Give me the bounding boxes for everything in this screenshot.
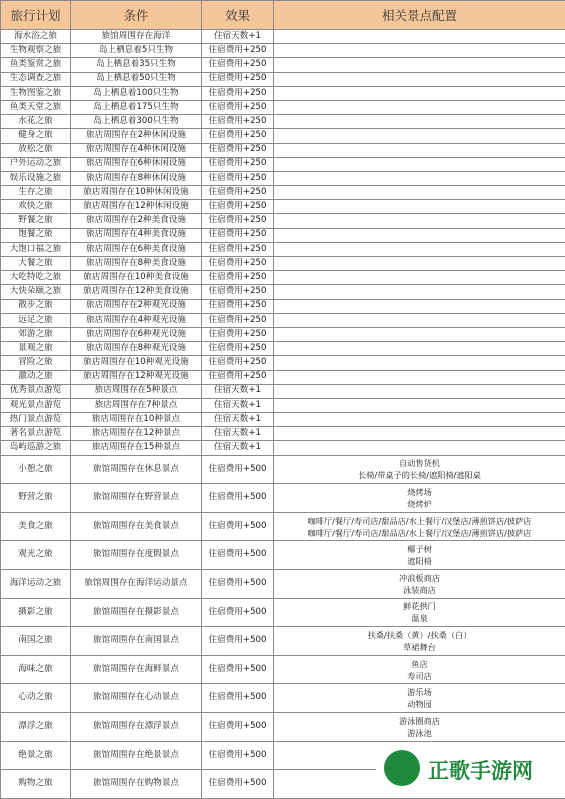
table-header-row xyxy=(1,1,565,30)
condition-cell: 旅店周围存在8种休闲设施 xyxy=(71,171,202,185)
effect-cell: 住宿费用+250 xyxy=(202,100,274,114)
spots-cell xyxy=(274,384,565,398)
spots-cell xyxy=(274,356,565,370)
spots-cell xyxy=(274,30,565,44)
table-row xyxy=(1,299,565,313)
effect-cell: 住宿天数+1 xyxy=(202,427,274,441)
spot-line: 鲜花拱门 xyxy=(275,600,564,612)
table-row xyxy=(1,570,565,599)
plan-cell: 娱乐设施之旅 xyxy=(1,171,71,185)
effect-cell: 住宿费用+500 xyxy=(202,712,274,741)
header-effect: 效果 xyxy=(202,1,274,30)
effect-cell: 住宿费用+250 xyxy=(202,44,274,58)
spots-cell xyxy=(274,285,565,299)
spots-cell xyxy=(274,143,565,157)
spot-line: 烧烤场 xyxy=(275,486,564,498)
table-row xyxy=(1,427,565,441)
plan-cell: 热门景点游览 xyxy=(1,413,71,427)
plan-cell: 饱餐之旅 xyxy=(1,228,71,242)
condition-cell: 旅店周围存在12种美食设施 xyxy=(71,285,202,299)
spot-line: 咖啡厅/餐厅/寿司店/甜品店/水上餐厅/汉堡店/薄煎饼店/披萨店 xyxy=(275,527,564,539)
condition-cell: 旅店周围存在10种景点 xyxy=(71,413,202,427)
effect-cell: 住宿费用+250 xyxy=(202,370,274,384)
spots-cell xyxy=(274,427,565,441)
plan-cell: 生物图鉴之旅 xyxy=(1,86,71,100)
table-row xyxy=(1,356,565,370)
condition-cell: 旅店周围存在10种美食设施 xyxy=(71,271,202,285)
plan-cell: 海水浴之旅 xyxy=(1,30,71,44)
condition-cell: 旅店周围存在12种观光设施 xyxy=(71,370,202,384)
condition-cell: 旅馆周围存在绝景景点 xyxy=(71,741,202,770)
spots-cell xyxy=(274,327,565,341)
condition-cell: 旅店周围存在4种观光设施 xyxy=(71,313,202,327)
condition-cell: 旅店周围存在10种休闲设施 xyxy=(71,186,202,200)
spots-cell xyxy=(274,44,565,58)
effect-cell: 住宿天数+1 xyxy=(202,398,274,412)
condition-cell: 旅馆周围存在购物景点 xyxy=(71,770,202,799)
condition-cell: 岛上栖息着50只生物 xyxy=(71,72,202,86)
effect-cell: 住宿费用+250 xyxy=(202,299,274,313)
effect-cell: 住宿费用+250 xyxy=(202,257,274,271)
effect-cell: 住宿天数+1 xyxy=(202,441,274,455)
spot-line: 游泳圈商店 xyxy=(275,715,564,727)
condition-cell: 旅馆周围存在海鲜景点 xyxy=(71,655,202,684)
spots-cell xyxy=(274,598,565,627)
spot-line: 鱼店 xyxy=(275,658,564,670)
spots-cell xyxy=(274,684,565,713)
table-row xyxy=(1,186,565,200)
condition-cell: 旅店周围存在5种景点 xyxy=(71,384,202,398)
plan-cell: 海味之旅 xyxy=(1,655,71,684)
condition-cell: 旅店周围存在12种休闲设施 xyxy=(71,200,202,214)
effect-cell: 住宿费用+500 xyxy=(202,484,274,513)
spots-cell xyxy=(274,541,565,570)
plan-cell: 大饱口福之旅 xyxy=(1,242,71,256)
condition-cell: 旅店周围存在8种观光设施 xyxy=(71,342,202,356)
table-row xyxy=(1,512,565,541)
table-row xyxy=(1,129,565,143)
plan-cell: 绝景之旅 xyxy=(1,741,71,770)
effect-cell: 住宿费用+500 xyxy=(202,455,274,484)
table-row xyxy=(1,30,565,44)
table-row xyxy=(1,655,565,684)
plan-cell: 水花之旅 xyxy=(1,115,71,129)
spots-cell xyxy=(274,441,565,455)
plan-cell: 南国之旅 xyxy=(1,627,71,656)
effect-cell: 住宿费用+250 xyxy=(202,143,274,157)
plan-cell: 优秀景点游览 xyxy=(1,384,71,398)
effect-cell: 住宿费用+250 xyxy=(202,200,274,214)
condition-cell: 旅馆周围存在度假景点 xyxy=(71,541,202,570)
condition-cell: 旅店周围存在6种观光设施 xyxy=(71,327,202,341)
effect-cell: 住宿费用+500 xyxy=(202,541,274,570)
spot-line: 游乐场 xyxy=(275,686,564,698)
spot-line: 动物园 xyxy=(275,698,564,710)
table-row xyxy=(1,214,565,228)
plan-cell: 大快朵颐之旅 xyxy=(1,285,71,299)
plan-cell: 生态调查之旅 xyxy=(1,72,71,86)
logo-text: 正歌手游网 xyxy=(428,755,533,785)
table-row xyxy=(1,484,565,513)
effect-cell: 住宿费用+500 xyxy=(202,512,274,541)
condition-cell: 旅店周围存在7种景点 xyxy=(71,398,202,412)
condition-cell: 旅馆周围存在休息景点 xyxy=(71,455,202,484)
table-row xyxy=(1,72,565,86)
spots-cell xyxy=(274,72,565,86)
header-plan: 旅行计划 xyxy=(1,1,71,30)
condition-cell: 岛上栖息着175只生物 xyxy=(71,100,202,114)
spot-line: 寿司店 xyxy=(275,670,564,682)
plan-cell: 郊游之旅 xyxy=(1,327,71,341)
condition-cell: 旅店周围存在2种休闲设施 xyxy=(71,129,202,143)
spot-line: 长椅/带桌子的长椅/遮阳椅/遮阳桌 xyxy=(275,469,564,481)
table-row xyxy=(1,384,565,398)
plan-cell: 鱼类天堂之旅 xyxy=(1,100,71,114)
effect-cell: 住宿费用+250 xyxy=(202,115,274,129)
condition-cell: 旅店周围存在4种休闲设施 xyxy=(71,143,202,157)
spot-line: 温泉 xyxy=(275,612,564,624)
table-row xyxy=(1,712,565,741)
plan-cell: 景观之旅 xyxy=(1,342,71,356)
condition-cell: 岛上栖息着35只生物 xyxy=(71,58,202,72)
spots-cell xyxy=(274,100,565,114)
condition-cell: 岛上栖息着300只生物 xyxy=(71,115,202,129)
condition-cell: 旅馆周围存在南国景点 xyxy=(71,627,202,656)
condition-cell: 旅馆周围存在海洋 xyxy=(71,30,202,44)
spots-cell xyxy=(274,484,565,513)
spots-cell xyxy=(274,413,565,427)
table-row xyxy=(1,257,565,271)
plan-cell: 小憩之旅 xyxy=(1,455,71,484)
effect-cell: 住宿费用+250 xyxy=(202,242,274,256)
spots-cell xyxy=(274,58,565,72)
spot-line: 扶桑/扶桑（黄）/扶桑（白） xyxy=(275,629,564,641)
effect-cell: 住宿费用+250 xyxy=(202,157,274,171)
effect-cell: 住宿费用+250 xyxy=(202,228,274,242)
spots-cell xyxy=(274,257,565,271)
condition-cell: 旅店周围存在6种美食设施 xyxy=(71,242,202,256)
plan-cell: 鱼类鉴赏之旅 xyxy=(1,58,71,72)
table-row xyxy=(1,242,565,256)
table-row xyxy=(1,370,565,384)
plan-cell: 生存之旅 xyxy=(1,186,71,200)
effect-cell: 住宿费用+500 xyxy=(202,627,274,656)
condition-cell: 旅馆周围存在摄影景点 xyxy=(71,598,202,627)
plan-cell: 著名景点游览 xyxy=(1,427,71,441)
condition-cell: 旅店周围存在8种美食设施 xyxy=(71,257,202,271)
plan-cell: 激动之旅 xyxy=(1,370,71,384)
effect-cell: 住宿费用+250 xyxy=(202,313,274,327)
plan-cell: 散步之旅 xyxy=(1,299,71,313)
condition-cell: 旅店周围存在2种美食设施 xyxy=(71,214,202,228)
logo-icon xyxy=(384,750,420,786)
condition-cell: 旅店周围存在2种观光设施 xyxy=(71,299,202,313)
spots-cell xyxy=(274,186,565,200)
table-row xyxy=(1,271,565,285)
effect-cell: 住宿费用+250 xyxy=(202,72,274,86)
table-row xyxy=(1,541,565,570)
plan-cell: 漂浮之旅 xyxy=(1,712,71,741)
effect-cell: 住宿费用+250 xyxy=(202,214,274,228)
table-row xyxy=(1,455,565,484)
spot-line: 咖啡厅/餐厅/寿司店/甜品店/水上餐厅/汉堡店/薄煎饼店/披萨店 xyxy=(275,515,564,527)
spots-cell xyxy=(274,398,565,412)
table-row xyxy=(1,441,565,455)
spot-line: 冲浪板商店 xyxy=(275,572,564,584)
spot-line: 椰子树 xyxy=(275,543,564,555)
plan-cell: 海洋运动之旅 xyxy=(1,570,71,599)
spot-line: 烧烤炉 xyxy=(275,498,564,510)
condition-cell: 旅店周围存在12种景点 xyxy=(71,427,202,441)
condition-cell: 旅店周围存在4种美食设施 xyxy=(71,228,202,242)
effect-cell: 住宿费用+250 xyxy=(202,285,274,299)
table-row xyxy=(1,100,565,114)
table-row xyxy=(1,627,565,656)
spots-cell xyxy=(274,627,565,656)
spots-cell xyxy=(274,313,565,327)
condition-cell: 岛上栖息着100只生物 xyxy=(71,86,202,100)
condition-cell: 旅馆周围存在海洋运动景点 xyxy=(71,570,202,599)
effect-cell: 住宿费用+250 xyxy=(202,186,274,200)
condition-cell: 旅店周围存在10种观光设施 xyxy=(71,356,202,370)
plan-cell: 野餐之旅 xyxy=(1,214,71,228)
spots-cell xyxy=(274,342,565,356)
spots-cell xyxy=(274,455,565,484)
condition-cell: 旅馆周围存在美食景点 xyxy=(71,512,202,541)
table-row xyxy=(1,157,565,171)
spots-cell xyxy=(274,214,565,228)
plan-cell: 放松之旅 xyxy=(1,143,71,157)
effect-cell: 住宿费用+250 xyxy=(202,129,274,143)
plan-cell: 观光景点游览 xyxy=(1,398,71,412)
spot-line: 自动售货机 xyxy=(275,457,564,469)
table-row xyxy=(1,398,565,412)
table-row xyxy=(1,342,565,356)
spot-line: 游泳池 xyxy=(275,727,564,739)
effect-cell: 住宿费用+250 xyxy=(202,58,274,72)
spots-cell xyxy=(274,370,565,384)
plan-cell: 美食之旅 xyxy=(1,512,71,541)
site-logo xyxy=(376,742,565,794)
effect-cell: 住宿费用+250 xyxy=(202,327,274,341)
table-row xyxy=(1,413,565,427)
table-row xyxy=(1,228,565,242)
table-row xyxy=(1,200,565,214)
spot-line: 草裙舞台 xyxy=(275,641,564,653)
spots-cell xyxy=(274,570,565,599)
table-row xyxy=(1,598,565,627)
effect-cell: 住宿费用+250 xyxy=(202,342,274,356)
effect-cell: 住宿费用+500 xyxy=(202,684,274,713)
plan-cell: 岛屿巡游之旅 xyxy=(1,441,71,455)
effect-cell: 住宿天数+1 xyxy=(202,413,274,427)
plan-cell: 野营之旅 xyxy=(1,484,71,513)
effect-cell: 住宿费用+250 xyxy=(202,86,274,100)
spots-cell xyxy=(274,157,565,171)
plan-cell: 生物观察之旅 xyxy=(1,44,71,58)
spots-cell xyxy=(274,86,565,100)
table-row xyxy=(1,171,565,185)
spots-cell xyxy=(274,228,565,242)
table-row xyxy=(1,58,565,72)
effect-cell: 住宿费用+500 xyxy=(202,655,274,684)
table-row xyxy=(1,115,565,129)
spot-line: 泳装商店 xyxy=(275,584,564,596)
spot-line: 遮阳椅 xyxy=(275,555,564,567)
spots-cell xyxy=(274,171,565,185)
spots-cell xyxy=(274,115,565,129)
spots-cell xyxy=(274,200,565,214)
spots-cell xyxy=(274,271,565,285)
plan-cell: 观光之旅 xyxy=(1,541,71,570)
plan-cell: 欢快之旅 xyxy=(1,200,71,214)
effect-cell: 住宿费用+250 xyxy=(202,271,274,285)
spots-cell xyxy=(274,299,565,313)
condition-cell: 岛上栖息着5只生物 xyxy=(71,44,202,58)
effect-cell: 住宿费用+500 xyxy=(202,570,274,599)
condition-cell: 旅馆周围存在野营景点 xyxy=(71,484,202,513)
spots-cell xyxy=(274,129,565,143)
plan-cell: 远足之旅 xyxy=(1,313,71,327)
effect-cell: 住宿费用+500 xyxy=(202,598,274,627)
plan-cell: 健身之旅 xyxy=(1,129,71,143)
plan-cell: 户外运动之旅 xyxy=(1,157,71,171)
effect-cell: 住宿天数+1 xyxy=(202,30,274,44)
plan-cell: 购物之旅 xyxy=(1,770,71,799)
plan-cell: 心动之旅 xyxy=(1,684,71,713)
plan-cell: 冒险之旅 xyxy=(1,356,71,370)
table-row xyxy=(1,313,565,327)
effect-cell: 住宿费用+500 xyxy=(202,741,274,770)
effect-cell: 住宿天数+1 xyxy=(202,384,274,398)
plan-cell: 大餐之旅 xyxy=(1,257,71,271)
condition-cell: 旅馆周围存在漂浮景点 xyxy=(71,712,202,741)
header-condition: 条件 xyxy=(71,1,202,30)
spots-cell xyxy=(274,655,565,684)
table-row xyxy=(1,143,565,157)
effect-cell: 住宿费用+250 xyxy=(202,356,274,370)
table-row xyxy=(1,327,565,341)
table-row xyxy=(1,44,565,58)
spots-cell xyxy=(274,512,565,541)
plan-cell: 大吃特吃之旅 xyxy=(1,271,71,285)
plan-cell: 摄影之旅 xyxy=(1,598,71,627)
table-row xyxy=(1,285,565,299)
condition-cell: 旅店周围存在15种景点 xyxy=(71,441,202,455)
spots-cell xyxy=(274,242,565,256)
table-row xyxy=(1,86,565,100)
effect-cell: 住宿费用+500 xyxy=(202,770,274,799)
effect-cell: 住宿费用+250 xyxy=(202,171,274,185)
condition-cell: 旅店周围存在6种休闲设施 xyxy=(71,157,202,171)
spots-cell xyxy=(274,712,565,741)
table-row xyxy=(1,684,565,713)
header-spots: 相关景点配置 xyxy=(274,1,565,30)
condition-cell: 旅馆周围存在心动景点 xyxy=(71,684,202,713)
